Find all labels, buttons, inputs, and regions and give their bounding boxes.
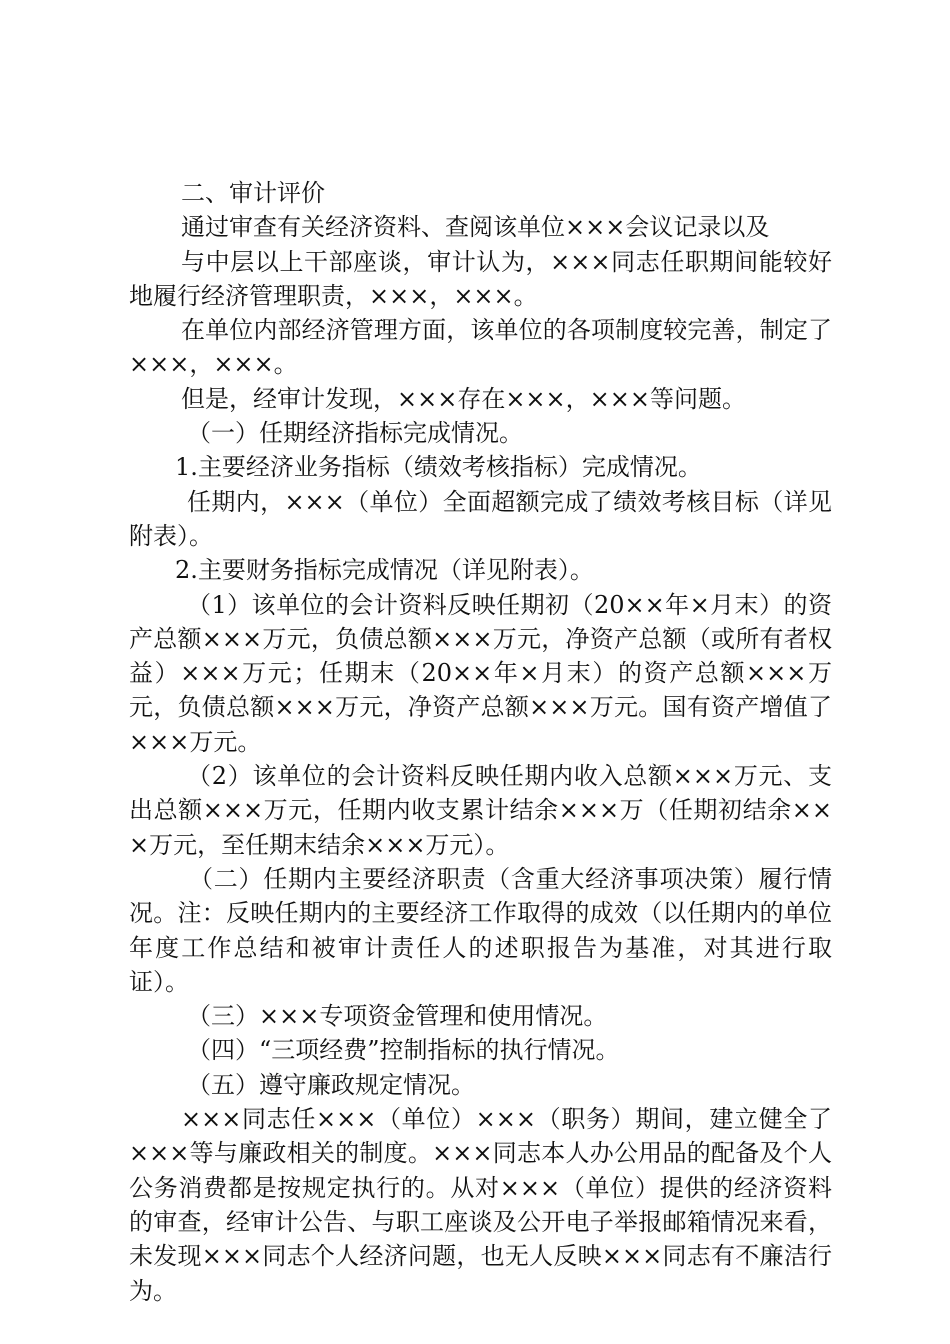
paragraph: 通过审查有关经济资料、查阅该单位×××会议记录以及	[181, 213, 770, 242]
paragraph: 2.主要财务指标完成情况（详见附表）。	[175, 556, 594, 585]
paragraph: ×××同志任×××（单位）×××（职务）期间，建立健全了×××等与廉政相关的制度。×××同志本人办公用品的配备及个人公务消费都是按规定执行的。从对×××（单位）提供的经济资料的审查，经审计公告、与职工座谈及公开电子举报邮箱情况来看，未发现×××同志个人经济问题，也无人反映×××同志有不廉洁行为。	[129, 1105, 832, 1305]
subsection-heading: （三）×××专项资金管理和使用情况。	[187, 1002, 608, 1031]
paragraph: （2）该单位的会计资料反映任期内收入总额×××万元、支出总额×××万元，任期内收支累计结余×××万（任期初结余×××万元，至任期末结余×××万元）。	[129, 762, 832, 859]
section-heading: 二、审计评价	[181, 179, 325, 207]
subsection-heading: （二）任期内主要经济职责（含重大经济事项决策）履行情况。注：反映任期内的主要经济工作取得的成效（以任期内的单位年度工作总结和被审计责任人的述职报告为基准，对其进行取证）。	[129, 864, 832, 996]
paragraph: 但是，经审计发现，×××存在×××，×××等问题。	[181, 384, 746, 413]
paragraph: 任期内，×××（单位）全面超额完成了绩效考核目标（详见附表）。	[129, 487, 832, 550]
subsection-heading: （四）“三项经费”控制指标的执行情况。	[187, 1036, 620, 1065]
subsection-heading: （五）遵守廉政规定情况。	[187, 1070, 475, 1099]
document-body	[129, 176, 832, 1308]
subsection-heading: （一）任期经济指标完成情况。	[187, 419, 523, 448]
paragraph: 1.主要经济业务指标（绩效考核指标）完成情况。	[175, 453, 702, 482]
paragraph: 在单位内部经济管理方面，该单位的各项制度较完善，制定了×××，×××。	[129, 316, 832, 379]
paragraph: （1）该单位的会计资料反映任期初（20××年×月末）的资产总额×××万元，负债总额×××万元，净资产总额（或所有者权益）×××万元；任期末（20××年×月末）的资产总额×××万元，负债总额×××万元，净资产总额×××万元。国有资产增值了×××万元。	[129, 590, 832, 756]
paragraph: 与中层以上干部座谈，审计认为，×××同志任职期间能较好地履行经济管理职责，×××，×××。	[129, 247, 832, 310]
